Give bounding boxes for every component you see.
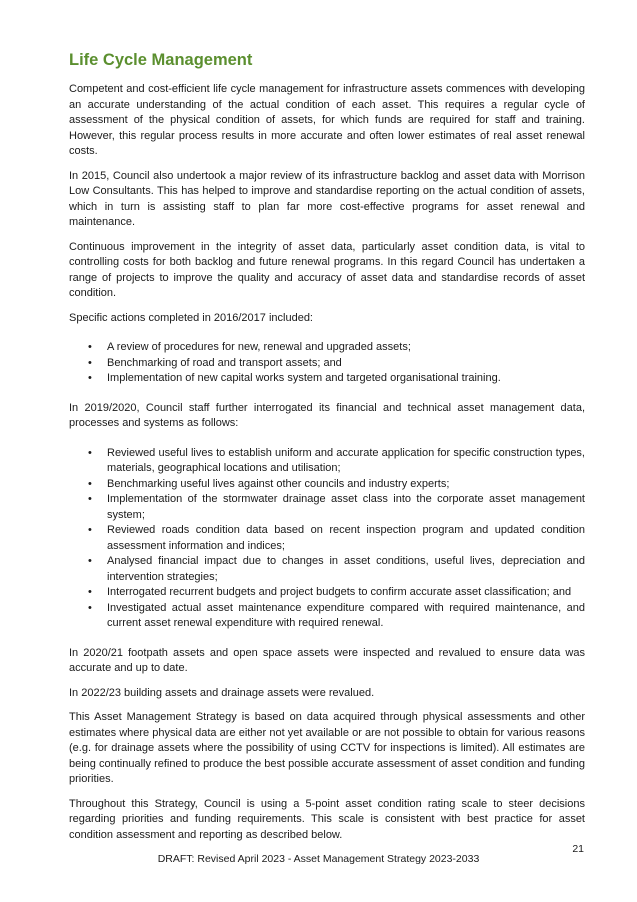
bullet-icon: • bbox=[88, 601, 92, 614]
list-item: • Benchmarking of road and transport assets; and bbox=[107, 356, 585, 372]
paragraph-continuous-improvement: Continuous improvement in the integrity of asset data, particularly asset condition data, is vital to controlling costs for both backlog and future renewal programs. In this regard Council has undertaken a range of projects to improve the quality and accuracy of asset data and standardise records of asset condition. bbox=[69, 240, 585, 299]
list-item: • Reviewed roads condition data based on recent inspection program and updated condition assessment information and indices; bbox=[88, 524, 585, 552]
section-title: Life Cycle Management bbox=[69, 51, 253, 69]
paragraph-2015-review: In 2015, Council also undertook a major review of its infrastructure backlog and asset data with Morrison Low Consultants. This has helped to improve and standardise reporting on the actual condition of assets, which in turn is assisting staff to plan far more cost-effective programs for asset renewal and maintenance. bbox=[69, 169, 585, 228]
bullet-icon: • bbox=[88, 493, 92, 505]
list-item: • A review of procedures for new, renewal and upgraded assets; bbox=[107, 340, 585, 356]
paragraph-specific-actions: Specific actions completed in 2016/2017 included: bbox=[69, 311, 313, 324]
bullet-icon: • bbox=[88, 446, 92, 459]
list-item: • Analysed financial impact due to changes in asset conditions, useful lives, depreciation and intervention strategies; bbox=[88, 555, 585, 583]
list-item: • Reviewed useful lives to establish uniform and accurate application for specific construction types, materials, geographical locations and utilisation; bbox=[88, 446, 585, 474]
page-number: 21 bbox=[572, 843, 584, 855]
paragraph-rating-scale: Throughout this Strategy, Council is using a 5-point asset condition rating scale to steer decisions regarding priorities and funding requirements. This scale is consistent with best practice for asset condition assessment and reporting as described below. bbox=[69, 797, 585, 841]
actions-2016-list bbox=[69, 340, 585, 387]
paragraph-2019-interrogation: In 2019/2020, Council staff further interrogated its financial and technical asset management data, processes and systems as follows: bbox=[69, 401, 585, 429]
bullet-icon: • bbox=[88, 341, 92, 353]
paragraph-intro: Competent and cost-efficient life cycle management for infrastructure assets commences with developing an accurate understanding of the actual condition of each asset. This requires a regular cycle of assessment of the physical condition of assets, for which funds are required for staff and training. However, this regular process results in more accurate and often lower estimates of real asset renewal costs. bbox=[69, 83, 585, 157]
list-item: • Implementation of new capital works system and targeted organisational training. bbox=[107, 371, 585, 387]
list-item: • Interrogated recurrent budgets and project budgets to confirm accurate asset classification; and bbox=[107, 585, 585, 601]
bullet-icon: • bbox=[88, 356, 92, 369]
bullet-icon: • bbox=[88, 555, 92, 567]
bullet-icon: • bbox=[88, 477, 92, 490]
paragraph-2020-footpath: In 2020/21 footpath assets and open space assets were inspected and revalued to ensure data was accurate and up to date. bbox=[69, 646, 585, 674]
actions-2019-list bbox=[69, 446, 585, 632]
paragraph-2022-revaluation: In 2022/23 building assets and drainage assets were revalued. bbox=[69, 686, 375, 699]
list-item: • Benchmarking useful lives against other councils and industry experts; bbox=[107, 477, 585, 493]
list-item: • Investigated actual asset maintenance expenditure compared with required maintenance, and current asset renewal expenditure with required renewal. bbox=[88, 601, 585, 629]
page-footer: DRAFT: Revised April 2023 - Asset Management Strategy 2023-2033 bbox=[157, 853, 480, 865]
bullet-icon: • bbox=[88, 372, 92, 384]
paragraph-data-basis: This Asset Management Strategy is based on data acquired through physical assessments and other estimates where physical data are either not yet available or are not possible to obtain for various reasons (e.g. for drainage assets where the possibility of using CCTV for inspections is limited). All estimates are being continually refined to produce the best possible accurate assessment of asset condition and funding priorities. bbox=[69, 711, 585, 785]
bullet-icon: • bbox=[88, 524, 92, 536]
document-page bbox=[69, 50, 585, 852]
bullet-icon: • bbox=[88, 586, 92, 598]
list-item: • Implementation of the stormwater drainage asset class into the corporate asset management system; bbox=[88, 493, 585, 521]
